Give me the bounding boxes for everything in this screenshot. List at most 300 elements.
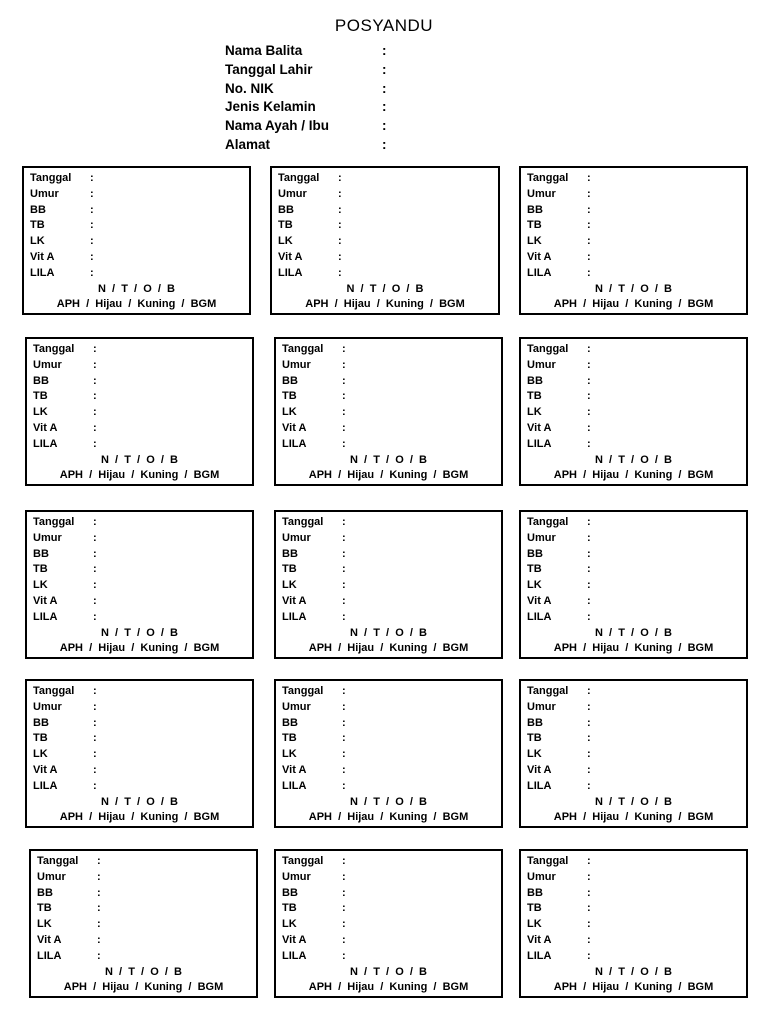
card-field-colon: : <box>342 595 346 607</box>
card-field-colon: : <box>587 902 591 915</box>
header-row <box>225 61 387 80</box>
card-field-label: TB <box>282 902 297 915</box>
nutrition-code-line: N / T / O / B <box>104 965 182 978</box>
card-field-row <box>33 421 97 437</box>
card-field-row <box>33 731 97 747</box>
card-field-row <box>527 886 591 902</box>
page-title <box>0 16 768 36</box>
card-field-row <box>37 886 101 902</box>
card-field-label: TB <box>33 563 48 576</box>
card-field-row <box>30 218 94 234</box>
card-field-label: TB <box>30 219 45 232</box>
card-field-row <box>278 234 342 250</box>
card-field-label: Vit A <box>282 422 307 434</box>
card-field-row <box>33 747 97 763</box>
card-field-row <box>278 266 342 282</box>
record-card <box>519 337 748 486</box>
card-field-row <box>527 594 591 610</box>
card-field-label: Tanggal <box>278 172 320 184</box>
card-field-colon: : <box>338 219 342 232</box>
nutrition-code-line: N / T / O / B <box>100 453 178 466</box>
card-field-label: Vit A <box>278 251 303 263</box>
record-card <box>25 679 254 828</box>
card-field-row <box>527 763 591 779</box>
card-field-label: BB <box>37 886 53 899</box>
card-field-row <box>527 515 591 531</box>
card-field-colon: : <box>342 390 346 403</box>
card-field-row <box>527 949 591 965</box>
card-field-row <box>527 610 591 626</box>
card-field-row <box>282 374 346 390</box>
card-field-label: Vit A <box>527 595 552 607</box>
card-field-row <box>278 218 342 234</box>
card-field-colon: : <box>93 610 97 623</box>
card-field-label: BB <box>278 203 294 216</box>
card-field-colon: : <box>587 172 591 184</box>
card-field-row <box>527 358 591 374</box>
card-field-label: LILA <box>33 437 58 450</box>
card-field-label: Tanggal <box>282 516 324 528</box>
card-field-row <box>527 531 591 547</box>
growth-status-line: APH / Hijau / Kuning / BGM <box>308 981 469 994</box>
card-field-colon: : <box>93 437 97 450</box>
card-field-row <box>33 763 97 779</box>
header-row <box>225 42 387 61</box>
card-field-label: Umur <box>527 531 556 544</box>
page-title-text: POSYANDU <box>334 16 434 35</box>
card-field-row <box>282 731 346 747</box>
card-field-row <box>278 250 342 266</box>
nutrition-code-line: N / T / O / B <box>100 795 178 808</box>
card-field-row <box>527 187 591 203</box>
card-field-colon: : <box>93 716 97 729</box>
card-field-colon: : <box>587 700 591 713</box>
card-field-label: Tanggal <box>527 172 569 184</box>
card-field-row <box>282 700 346 716</box>
card-field-label: Tanggal <box>282 855 324 867</box>
card-field-colon: : <box>587 748 591 761</box>
card-field-label: Umur <box>30 187 59 200</box>
card-field-row <box>527 684 591 700</box>
header-colon: : <box>382 61 387 77</box>
card-field-label: BB <box>33 374 49 387</box>
card-field-label: Vit A <box>37 934 62 946</box>
card-field-colon: : <box>587 437 591 450</box>
card-field-colon: : <box>342 855 346 867</box>
identity-header <box>225 42 387 155</box>
card-field-label: Tanggal <box>527 516 569 528</box>
card-field-row <box>30 203 94 219</box>
card-field-row <box>282 358 346 374</box>
card-field-label: LILA <box>33 779 58 792</box>
card-field-colon: : <box>97 949 101 962</box>
card-field-colon: : <box>587 251 591 263</box>
card-field-label: Vit A <box>282 764 307 776</box>
card-field-label: TB <box>527 390 542 403</box>
card-field-row <box>527 342 591 358</box>
card-field-row <box>33 405 97 421</box>
card-field-colon: : <box>93 700 97 713</box>
growth-status-line: APH / Hijau / Kuning / BGM <box>553 298 714 311</box>
card-field-colon: : <box>587 374 591 387</box>
card-field-colon: : <box>342 516 346 528</box>
card-field-row <box>33 779 97 795</box>
growth-status-line: APH / Hijau / Kuning / BGM <box>308 469 469 482</box>
card-field-colon: : <box>587 563 591 576</box>
card-field-colon: : <box>97 918 101 931</box>
header-colon: : <box>382 80 387 96</box>
card-field-label: Vit A <box>282 934 307 946</box>
card-field-label: TB <box>33 732 48 745</box>
nutrition-code-line: N / T / O / B <box>594 965 672 978</box>
card-field-colon: : <box>342 779 346 792</box>
card-field-label: LILA <box>527 437 552 450</box>
card-field-label: LK <box>527 235 542 248</box>
card-field-row <box>37 933 101 949</box>
record-card <box>519 166 748 315</box>
card-field-row <box>282 547 346 563</box>
nutrition-code-line: N / T / O / B <box>346 282 424 295</box>
card-field-colon: : <box>342 886 346 899</box>
card-field-row <box>527 250 591 266</box>
card-field-colon: : <box>342 374 346 387</box>
card-field-row <box>282 562 346 578</box>
card-field-row <box>527 234 591 250</box>
card-field-label: Tanggal <box>33 516 75 528</box>
card-field-row <box>527 854 591 870</box>
nutrition-code-line: N / T / O / B <box>349 795 427 808</box>
card-field-label: Vit A <box>527 764 552 776</box>
card-field-label: TB <box>282 390 297 403</box>
card-field-row <box>33 437 97 453</box>
card-field-row <box>282 763 346 779</box>
nutrition-code-line: N / T / O / B <box>349 965 427 978</box>
card-field-label: TB <box>527 563 542 576</box>
header-label: Jenis Kelamin <box>225 99 316 115</box>
card-field-label: Tanggal <box>527 685 569 697</box>
growth-status-line: APH / Hijau / Kuning / BGM <box>305 298 465 311</box>
card-field-label: Umur <box>527 358 556 371</box>
card-field-label: LK <box>527 918 542 931</box>
card-field-colon: : <box>587 422 591 434</box>
card-field-colon: : <box>93 343 97 355</box>
card-field-label: LK <box>33 748 48 761</box>
card-field-colon: : <box>342 358 346 371</box>
card-field-colon: : <box>90 266 94 279</box>
card-field-colon: : <box>342 343 346 355</box>
card-field-row <box>33 531 97 547</box>
growth-status-line: APH / Hijau / Kuning / BGM <box>553 642 714 655</box>
card-field-label: Umur <box>527 700 556 713</box>
card-field-label: BB <box>282 716 298 729</box>
header-row <box>225 98 387 117</box>
card-field-colon: : <box>93 595 97 607</box>
card-field-row <box>37 949 101 965</box>
card-field-row <box>33 389 97 405</box>
card-field-label: Umur <box>278 187 307 200</box>
card-field-label: LILA <box>282 949 307 962</box>
card-field-row <box>527 203 591 219</box>
card-field-label: LILA <box>527 266 552 279</box>
card-field-row <box>282 594 346 610</box>
card-field-row <box>278 203 342 219</box>
nutrition-code-line: N / T / O / B <box>594 453 672 466</box>
card-field-label: TB <box>527 902 542 915</box>
card-field-row <box>30 234 94 250</box>
card-field-colon: : <box>587 219 591 232</box>
card-field-row <box>282 716 346 732</box>
record-card <box>274 849 503 998</box>
card-field-row <box>33 716 97 732</box>
card-field-colon: : <box>93 406 97 419</box>
record-card <box>274 510 503 659</box>
card-field-colon: : <box>342 547 346 560</box>
card-field-colon: : <box>90 172 94 184</box>
card-field-label: LILA <box>282 779 307 792</box>
card-field-colon: : <box>587 949 591 962</box>
card-field-row <box>33 578 97 594</box>
card-field-label: Umur <box>527 870 556 883</box>
card-field-label: Vit A <box>527 422 552 434</box>
card-field-colon: : <box>587 516 591 528</box>
card-field-label: BB <box>527 374 543 387</box>
card-field-colon: : <box>587 390 591 403</box>
card-field-label: BB <box>33 547 49 560</box>
card-field-label: TB <box>527 219 542 232</box>
card-field-label: BB <box>282 886 298 899</box>
card-field-colon: : <box>587 187 591 200</box>
card-field-label: LK <box>282 748 297 761</box>
card-field-row <box>282 610 346 626</box>
card-field-label: Umur <box>282 531 311 544</box>
card-field-label: LILA <box>33 610 58 623</box>
nutrition-code-line: N / T / O / B <box>349 626 427 639</box>
card-field-row <box>527 171 591 187</box>
record-card <box>22 166 251 315</box>
card-field-label: Vit A <box>282 595 307 607</box>
card-field-label: Vit A <box>33 422 58 434</box>
card-field-row <box>527 870 591 886</box>
card-field-colon: : <box>587 235 591 248</box>
card-field-row <box>527 437 591 453</box>
card-field-row <box>527 901 591 917</box>
card-field-colon: : <box>342 764 346 776</box>
card-field-label: LILA <box>527 779 552 792</box>
card-field-label: BB <box>33 716 49 729</box>
card-field-row <box>33 594 97 610</box>
nutrition-code-line: N / T / O / B <box>594 282 672 295</box>
card-field-row <box>30 266 94 282</box>
card-field-label: Umur <box>33 531 62 544</box>
card-field-row <box>282 578 346 594</box>
card-field-row <box>278 171 342 187</box>
card-field-colon: : <box>587 732 591 745</box>
header-row <box>225 80 387 99</box>
card-field-row <box>527 562 591 578</box>
card-field-row <box>527 731 591 747</box>
record-card <box>25 510 254 659</box>
card-field-colon: : <box>342 685 346 697</box>
card-field-colon: : <box>587 934 591 946</box>
card-field-row <box>282 779 346 795</box>
growth-status-line: APH / Hijau / Kuning / BGM <box>56 298 217 311</box>
card-field-row <box>527 933 591 949</box>
card-field-colon: : <box>90 235 94 248</box>
growth-status-line: APH / Hijau / Kuning / BGM <box>308 642 469 655</box>
card-field-row <box>33 610 97 626</box>
card-field-row <box>527 578 591 594</box>
card-field-colon: : <box>338 235 342 248</box>
card-field-colon: : <box>587 266 591 279</box>
card-field-label: TB <box>37 902 52 915</box>
card-field-colon: : <box>342 406 346 419</box>
card-field-label: Vit A <box>30 251 55 263</box>
card-field-row <box>282 870 346 886</box>
record-card <box>519 849 748 998</box>
card-field-colon: : <box>587 716 591 729</box>
card-field-colon: : <box>342 563 346 576</box>
card-field-colon: : <box>342 437 346 450</box>
record-card <box>274 337 503 486</box>
card-field-colon: : <box>97 855 101 867</box>
card-field-colon: : <box>342 422 346 434</box>
card-field-row <box>278 187 342 203</box>
card-field-row <box>282 917 346 933</box>
card-field-colon: : <box>587 685 591 697</box>
card-field-colon: : <box>342 748 346 761</box>
header-colon: : <box>382 43 387 58</box>
header-label: Nama Ayah / Ibu <box>225 118 330 134</box>
card-field-colon: : <box>97 870 101 883</box>
card-field-colon: : <box>93 374 97 387</box>
card-field-label: TB <box>282 563 297 576</box>
card-field-row <box>282 886 346 902</box>
card-field-colon: : <box>97 902 101 915</box>
card-field-label: LILA <box>282 610 307 623</box>
card-field-colon: : <box>90 203 94 216</box>
growth-status-line: APH / Hijau / Kuning / BGM <box>308 811 469 824</box>
card-field-label: LK <box>278 235 293 248</box>
card-field-label: Tanggal <box>527 343 569 355</box>
card-field-row <box>37 870 101 886</box>
card-field-colon: : <box>342 610 346 623</box>
header-label: No. NIK <box>225 80 274 96</box>
card-field-row <box>527 747 591 763</box>
card-field-row <box>527 218 591 234</box>
card-field-colon: : <box>342 716 346 729</box>
card-field-colon: : <box>93 779 97 792</box>
card-field-label: Umur <box>33 700 62 713</box>
card-field-row <box>527 421 591 437</box>
card-field-row <box>30 250 94 266</box>
card-field-label: Vit A <box>527 251 552 263</box>
card-field-colon: : <box>93 358 97 371</box>
nutrition-code-line: N / T / O / B <box>97 282 175 295</box>
card-field-colon: : <box>93 732 97 745</box>
card-field-colon: : <box>342 579 346 592</box>
record-card <box>25 337 254 486</box>
record-card <box>29 849 258 998</box>
growth-status-line: APH / Hijau / Kuning / BGM <box>553 981 714 994</box>
card-field-label: LK <box>33 579 48 592</box>
nutrition-code-line: N / T / O / B <box>594 795 672 808</box>
card-field-colon: : <box>587 610 591 623</box>
card-field-label: BB <box>527 203 543 216</box>
card-field-label: LK <box>33 406 48 419</box>
card-field-label: TB <box>278 219 293 232</box>
card-field-colon: : <box>93 764 97 776</box>
card-field-row <box>527 716 591 732</box>
card-field-colon: : <box>93 531 97 544</box>
card-field-row <box>527 917 591 933</box>
card-field-colon: : <box>342 732 346 745</box>
card-field-colon: : <box>342 700 346 713</box>
card-field-row <box>527 547 591 563</box>
card-field-row <box>527 700 591 716</box>
card-field-row <box>282 747 346 763</box>
card-field-colon: : <box>587 595 591 607</box>
card-field-row <box>527 405 591 421</box>
card-field-row <box>37 854 101 870</box>
card-field-label: LK <box>30 235 45 248</box>
card-field-label: Vit A <box>33 764 58 776</box>
card-field-label: LK <box>37 918 52 931</box>
card-field-colon: : <box>90 219 94 232</box>
card-field-row <box>37 901 101 917</box>
card-field-row <box>33 684 97 700</box>
card-field-colon: : <box>93 685 97 697</box>
record-card <box>519 510 748 659</box>
card-field-label: BB <box>527 547 543 560</box>
card-field-row <box>282 854 346 870</box>
header-label: Alamat <box>225 136 271 152</box>
header-row <box>225 136 387 155</box>
card-field-label: LK <box>282 406 297 419</box>
card-field-row <box>33 700 97 716</box>
card-field-label: BB <box>30 203 46 216</box>
card-field-colon: : <box>587 203 591 216</box>
card-field-label: BB <box>527 886 543 899</box>
card-field-label: LILA <box>30 266 55 279</box>
card-field-label: BB <box>282 374 298 387</box>
growth-status-line: APH / Hijau / Kuning / BGM <box>59 469 220 482</box>
card-field-colon: : <box>93 579 97 592</box>
card-field-label: Tanggal <box>33 685 75 697</box>
card-field-label: Umur <box>527 187 556 200</box>
card-field-row <box>33 374 97 390</box>
card-field-colon: : <box>342 918 346 931</box>
card-field-row <box>33 358 97 374</box>
card-field-row <box>282 405 346 421</box>
header-row <box>225 117 387 136</box>
card-field-label: LILA <box>527 949 552 962</box>
card-field-row <box>527 779 591 795</box>
card-field-colon: : <box>587 779 591 792</box>
card-field-row <box>33 547 97 563</box>
card-field-label: Umur <box>37 870 66 883</box>
card-field-label: Umur <box>282 700 311 713</box>
card-field-colon: : <box>93 563 97 576</box>
card-field-colon: : <box>587 406 591 419</box>
card-field-row <box>33 515 97 531</box>
header-colon: : <box>382 118 387 134</box>
card-field-colon: : <box>587 343 591 355</box>
card-field-label: Tanggal <box>282 343 324 355</box>
card-field-row <box>282 684 346 700</box>
growth-status-line: APH / Hijau / Kuning / BGM <box>553 811 714 824</box>
card-field-label: Umur <box>33 358 62 371</box>
card-field-row <box>30 187 94 203</box>
